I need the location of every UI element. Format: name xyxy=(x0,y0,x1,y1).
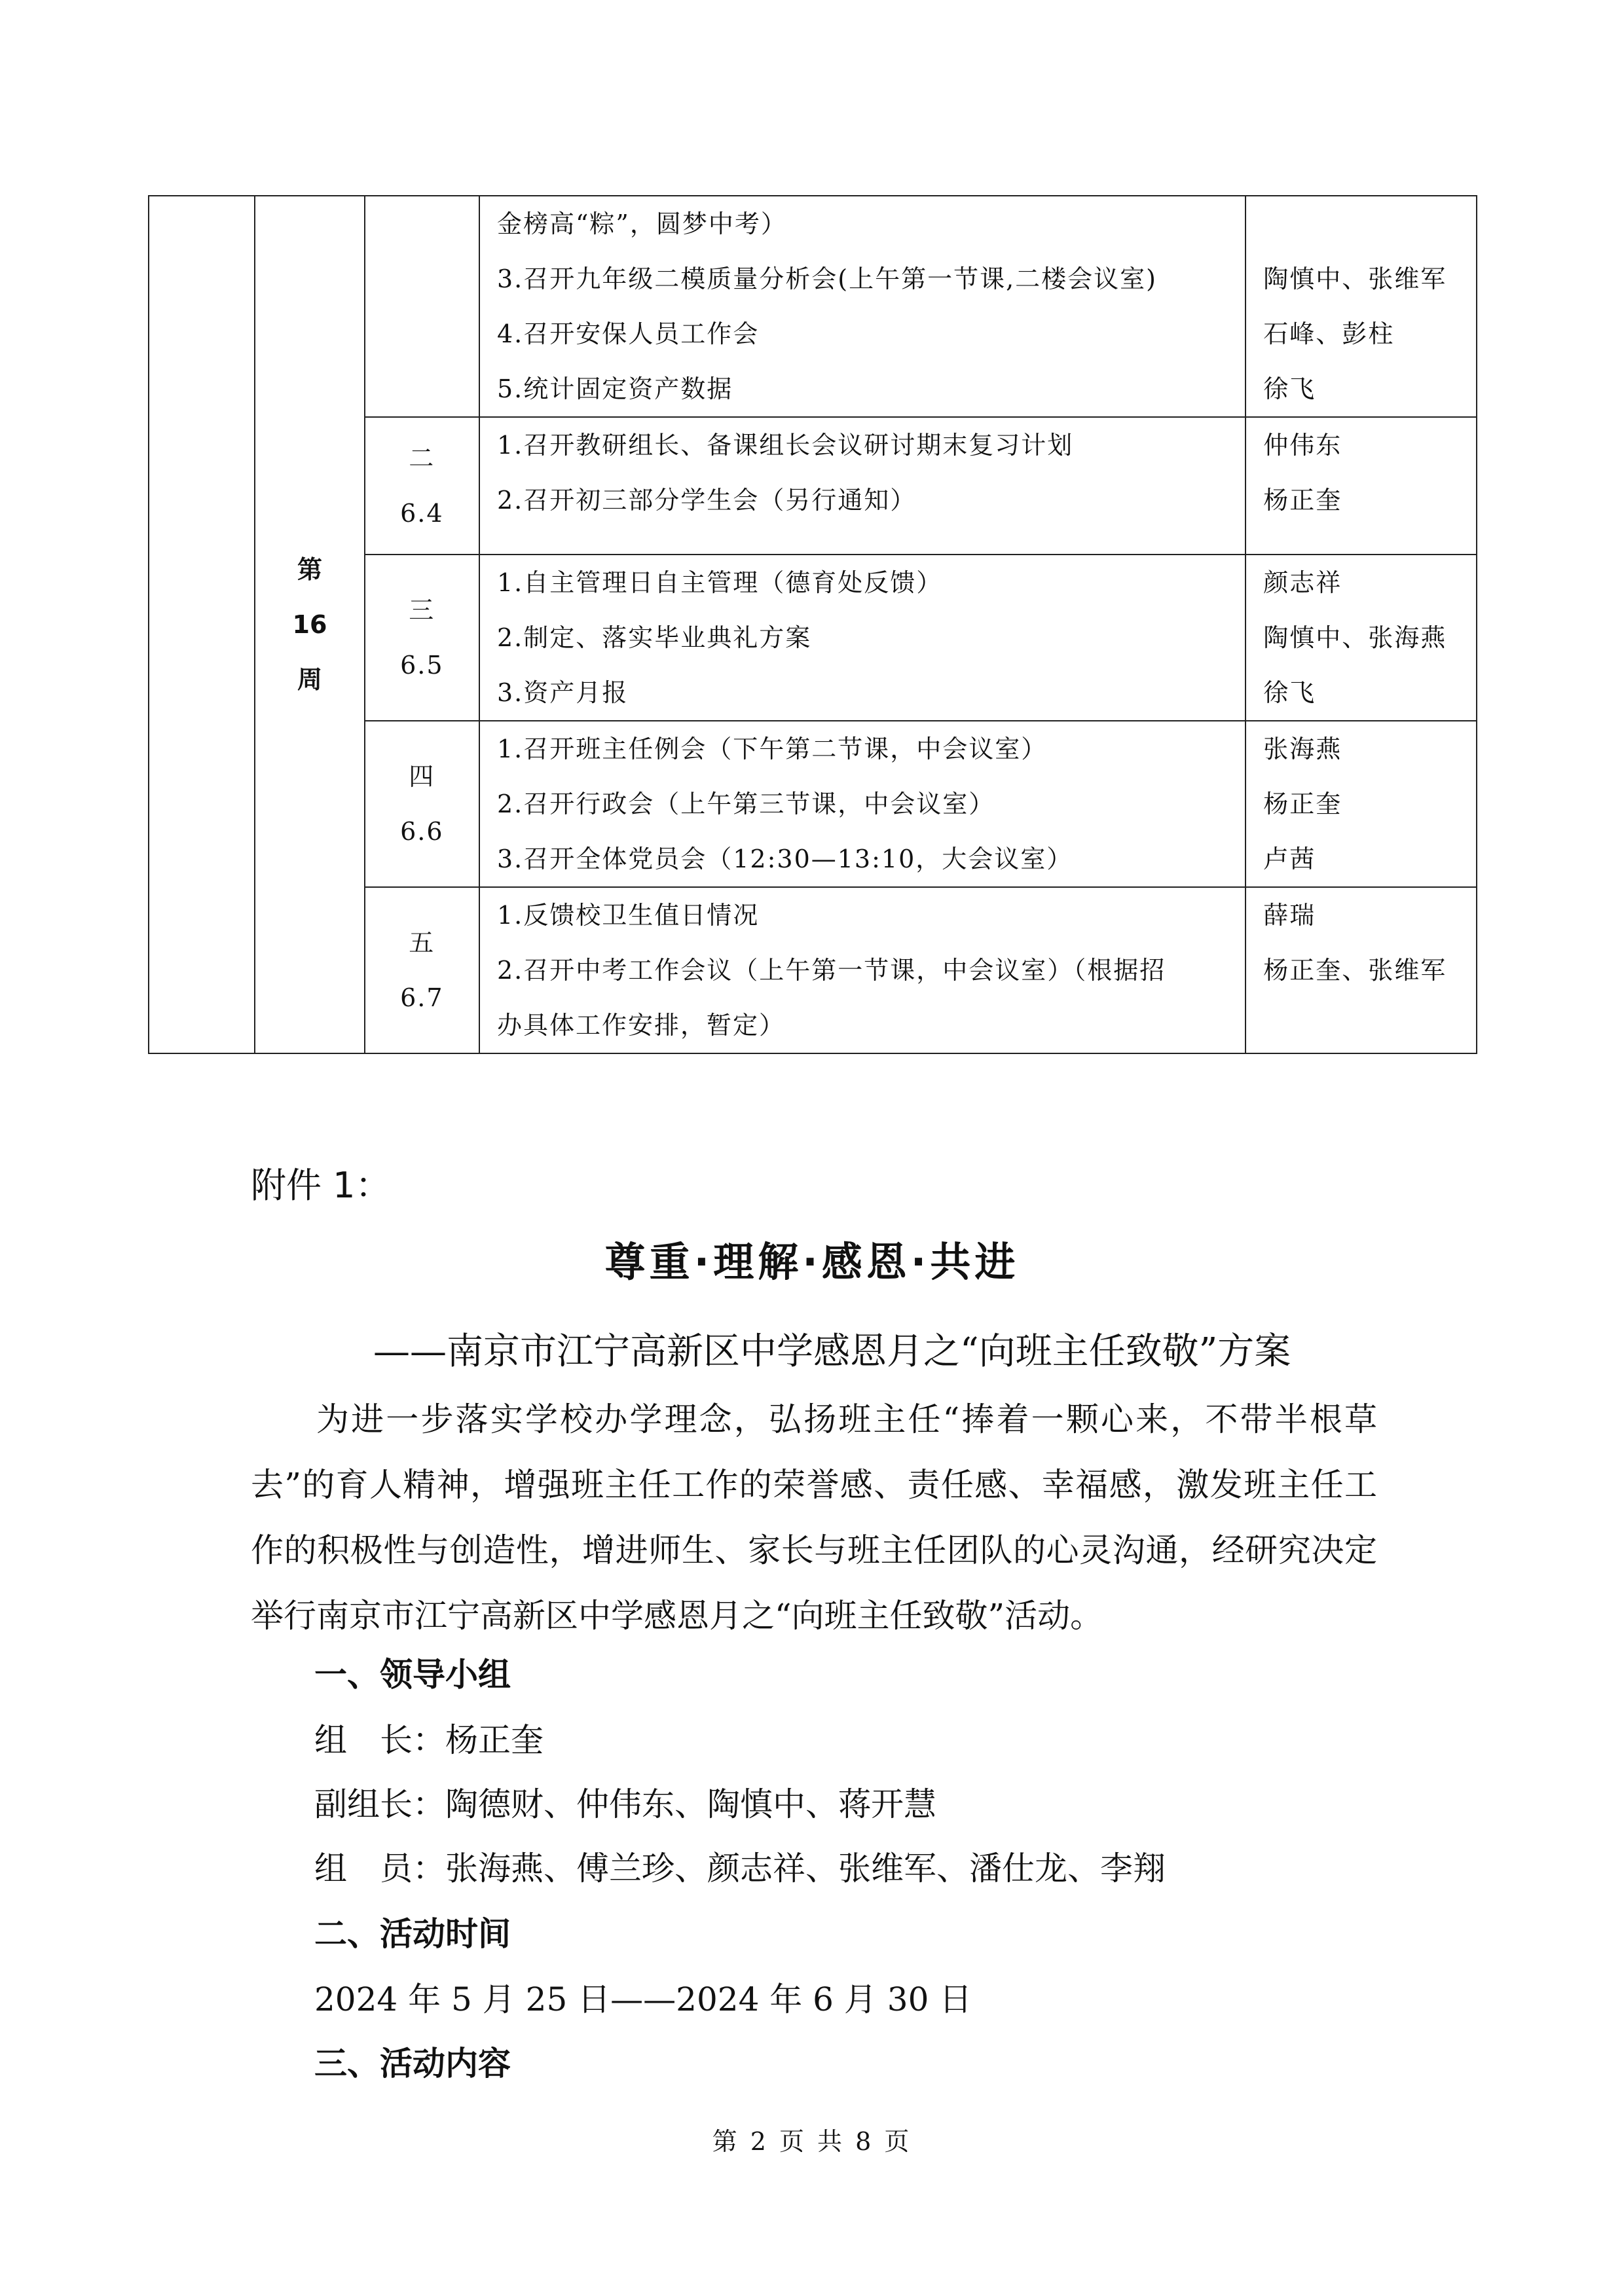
section-heading-content: 三、活动内容 xyxy=(314,2045,511,2083)
owner-cell xyxy=(1246,721,1477,887)
day-date: 6.4 xyxy=(400,499,444,528)
owner-line: 卢茜 xyxy=(1263,845,1316,873)
item-line: 3.召开九年级二模质量分析会(上午第一节课,二楼会议室) xyxy=(496,264,1157,293)
items-cell xyxy=(479,555,1246,721)
owner-line: 杨正奎 xyxy=(1263,486,1342,515)
owner-cell xyxy=(1246,417,1477,555)
owner-line: 颜志祥 xyxy=(1263,568,1342,597)
owner-line: 徐飞 xyxy=(1263,678,1316,707)
day-cell xyxy=(365,887,479,1053)
day-cell xyxy=(365,196,479,417)
owner-line: 陶慎中、张维军 xyxy=(1263,264,1447,293)
leader-line: 组 长：杨正奎 xyxy=(314,1721,544,1759)
day-cell xyxy=(365,721,479,887)
item-line: 办具体工作安排，暂定） xyxy=(496,1011,785,1040)
item-line: 5.统计固定资产数据 xyxy=(496,374,733,403)
week-label-1: 第 xyxy=(297,555,322,584)
intro-paragraph: 为进一步落实学校办学理念，弘扬班主任“捧着一颗心来，不带半根草去”的育人精神，增强班主任工作的荣誉感、责任感、幸福感，激发班主任工作的积极性与创造性，增进师生、家长与班主任团队的心灵沟通，经研究决定举行南京市江宁高新区中学感恩月之“向班主任致敬”活动。 xyxy=(251,1400,1377,1635)
deputy-line: 副组长：陶德财、仲伟东、陶慎中、蒋开慧 xyxy=(314,1785,936,1823)
owner-line xyxy=(1263,998,1476,1053)
item-line: 1.自主管理日自主管理（德育处反馈） xyxy=(496,568,943,597)
owner-cell xyxy=(1246,887,1477,1053)
week-cell xyxy=(255,196,364,1053)
items-cell xyxy=(479,196,1246,417)
item-line: 2.制定、落实毕业典礼方案 xyxy=(496,623,812,652)
day-date: 6.5 xyxy=(400,651,444,680)
item-line: 3.资产月报 xyxy=(496,678,629,707)
week-label-2: 16 xyxy=(292,610,327,639)
owner-line: 薛瑞 xyxy=(1263,901,1316,930)
item-line: 1.召开班主任例会（下午第二节课，中会议室） xyxy=(496,735,1048,763)
owner-cell xyxy=(1246,196,1477,417)
day-date: 6.6 xyxy=(400,817,444,846)
day-cell xyxy=(365,417,479,555)
items-cell xyxy=(479,721,1246,887)
section-heading-time: 二、活动时间 xyxy=(314,1915,511,1953)
owner-line xyxy=(1263,196,1476,251)
day-weekday: 三 xyxy=(409,596,435,625)
owner-line: 陶慎中、张海燕 xyxy=(1263,623,1447,652)
item-line: 4.召开安保人员工作会 xyxy=(496,319,760,348)
table-row xyxy=(149,196,1477,417)
owner-line: 石峰、彭柱 xyxy=(1263,319,1395,348)
document-subtitle: ——南京市江宁高新区中学感恩月之“向班主任致敬”方案 xyxy=(373,1330,1291,1373)
day-weekday: 四 xyxy=(409,762,435,791)
item-line: 1.反馈校卫生值日情况 xyxy=(496,901,760,930)
attachment-label: 附件 1： xyxy=(251,1165,391,1206)
blank-cell xyxy=(149,196,255,1053)
day-cell xyxy=(365,555,479,721)
item-line: 2.召开初三部分学生会（另行通知） xyxy=(496,486,917,515)
week-label-3: 周 xyxy=(297,665,322,694)
members-line: 组 员：张海燕、傅兰珍、颜志祥、张维军、潘仕龙、李翔 xyxy=(314,1850,1166,1887)
schedule-table xyxy=(148,195,1477,1054)
page-footer: 第 2 页 共 8 页 xyxy=(712,2127,912,2156)
owner-line: 张海燕 xyxy=(1263,735,1342,763)
owner-line: 徐飞 xyxy=(1263,374,1316,403)
item-line: 2.召开中考工作会议（上午第一节课，中会议室）（根据招 xyxy=(496,956,1166,985)
day-weekday: 二 xyxy=(409,444,435,473)
item-line: 金榜高“粽”，圆梦中考） xyxy=(496,210,787,238)
owner-cell xyxy=(1246,555,1477,721)
document-title: 尊重·理解·感恩·共进 xyxy=(604,1238,1020,1286)
day-date: 6.7 xyxy=(400,983,444,1012)
owner-line: 仲伟东 xyxy=(1263,431,1342,460)
section-heading-leadership: 一、领导小组 xyxy=(314,1656,511,1694)
items-cell xyxy=(479,887,1246,1053)
item-line: 1.召开教研组长、备课组长会议研讨期末复习计划 xyxy=(496,431,1074,460)
owner-line: 杨正奎、张维军 xyxy=(1263,956,1447,985)
day-weekday: 五 xyxy=(409,928,435,957)
items-cell xyxy=(479,417,1246,555)
item-line: 3.召开全体党员会（12:30—13:10，大会议室） xyxy=(496,845,1073,873)
item-line: 2.召开行政会（上午第三节课，中会议室） xyxy=(496,790,995,818)
owner-line: 杨正奎 xyxy=(1263,790,1342,818)
time-line: 2024 年 5 月 25 日——2024 年 6 月 30 日 xyxy=(314,1980,972,2018)
